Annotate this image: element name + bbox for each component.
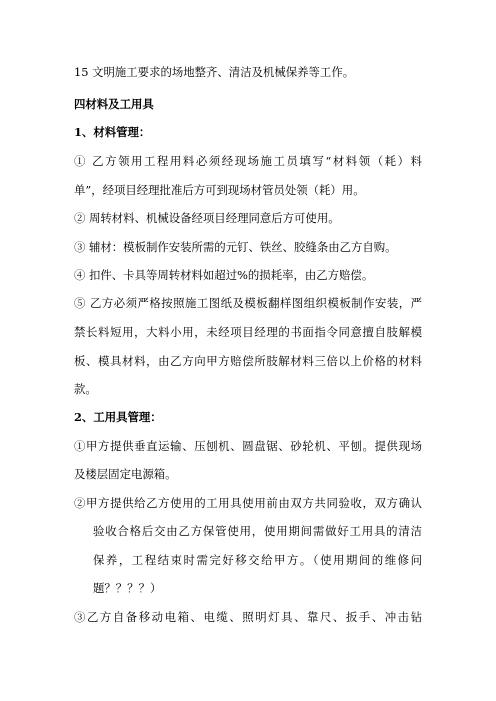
- text-line: ① 乙方领用工程用料必须经现场施工员填写“材料领（耗）料: [74, 154, 422, 168]
- text-line: 板、模具材料，由乙方向甲方赔偿所肢解材料三倍以上价格的材料: [74, 354, 422, 368]
- text-line: 禁长料短用，大料小用，未经项目经理的书面指令同意擅自肢解模: [74, 325, 422, 339]
- text-line: 款。: [74, 382, 97, 396]
- text-line: ①甲方提供垂直运输、压刨机、圆盘锯、砂轮机、平刨。提供现场: [74, 439, 422, 453]
- text-line: 15 文明施工要求的场地整齐、清洁及机械保养等工作。: [74, 65, 355, 79]
- text-line: 保养，工程结束时需完好移交给甲方。（使用期间的维修问: [93, 553, 422, 567]
- text-line: ⑤ 乙方必须严格按照施工图纸及模板翻样图组织模板制作安装，严: [74, 296, 422, 310]
- text-line: 及楼层固定电源箱。: [74, 467, 177, 481]
- text-line: 单”，经项目经理批准后方可到现场材管员处领（耗）用。: [74, 183, 365, 197]
- text-line: ③乙方自备移动电箱、电缆、照明灯具、靠尺、扳手、冲击钻: [74, 610, 422, 624]
- section-heading: 四材料及工用具: [74, 97, 154, 111]
- text-line: ④ 扣件、卡具等周转材料如超过%的损耗率，由乙方赔偿。: [74, 268, 374, 282]
- text-line: 验收合格后交由乙方保管使用，使用期间需做好工用具的清洁: [93, 524, 422, 538]
- text-line: ② 周转材料、机械设备经项目经理同意后方可使用。: [74, 211, 340, 225]
- text-line: ②甲方提供给乙方使用的工用具使用前由双方共同验收，双方确认: [74, 496, 422, 510]
- text-line: ③ 辅材：模板制作安装所需的元钉、铁丝、胶缝条由乙方自购。: [74, 240, 397, 254]
- text-line: 题？？？？）: [93, 581, 162, 595]
- subsection-heading: 1、材料管理：: [74, 125, 151, 139]
- subsection-heading: 2、工用具管理：: [74, 410, 162, 424]
